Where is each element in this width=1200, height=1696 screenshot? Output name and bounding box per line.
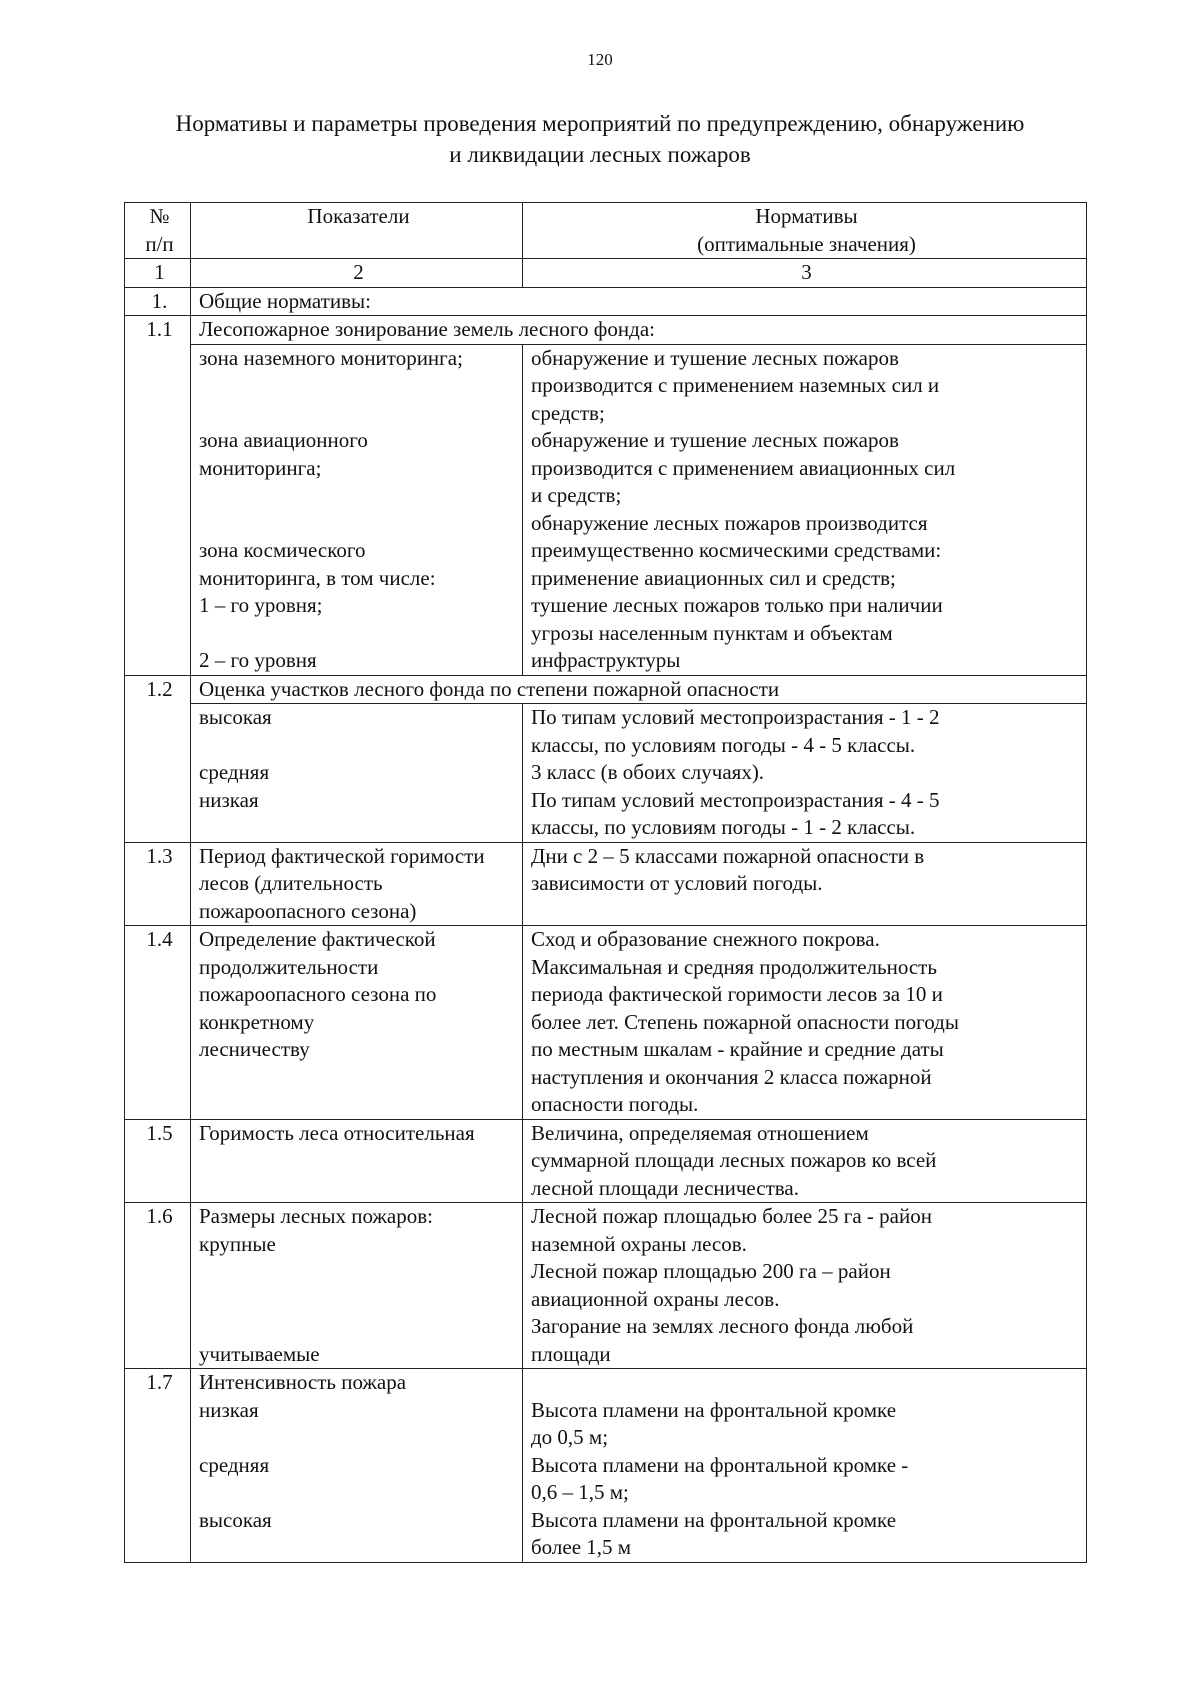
column-number-1: 1 <box>125 259 191 288</box>
column-number-row <box>125 259 1087 288</box>
row-number: 1.3 <box>125 842 191 926</box>
table-row <box>125 1119 1087 1203</box>
norm-cell: обнаружение и тушение лесных пожаров производится с применением наземных сил и средств; обнаружение и тушение лесных пожаров производится с применением авиационных сил и средств; обнаружение лесных пожаров производится преимущественно космическими средствами: применение авиационных сил и средств; тушение лесных пожаров только при наличии угрозы населенным пунктам и объектам инфраструктуры <box>523 344 1087 675</box>
norms-table <box>124 202 1087 1563</box>
table-row <box>125 842 1087 926</box>
table-row <box>125 1369 1087 1563</box>
row-number: 1.6 <box>125 1203 191 1369</box>
section-title: Оценка участков лесного фонда по степени пожарной опасности <box>191 675 1087 704</box>
section-title: Лесопожарное зонирование земель лесного фонда: <box>191 316 1087 345</box>
norm-cell: Дни с 2 – 5 классами пожарной опасности в зависимости от условий погоды. <box>523 842 1087 926</box>
title-line-2: и ликвидации лесных пожаров <box>449 142 751 167</box>
indicator-cell: Горимость леса относительная <box>191 1119 523 1203</box>
indicator-cell: зона наземного мониторинга; зона авиационного мониторинга; зона космического мониторинга, в том числе: 1 – го уровня; 2 – го уровня <box>191 344 523 675</box>
table-row <box>125 1203 1087 1369</box>
indicator-cell: высокая средняя низкая <box>191 704 523 843</box>
norm-cell: Величина, определяемая отношением суммарной площади лесных пожаров ко всей лесной площади лесничества. <box>523 1119 1087 1203</box>
table-row <box>125 344 1087 675</box>
row-number: 1.2 <box>125 675 191 842</box>
row-number: 1.5 <box>125 1119 191 1203</box>
norm-cell: Высота пламени на фронтальной кромке до 0,5 м; Высота пламени на фронтальной кромке - 0,6 – 1,5 м; Высота пламени на фронтальной кромке более 1,5 м <box>523 1369 1087 1563</box>
indicator-cell: Размеры лесных пожаров: крупные учитываемые <box>191 1203 523 1369</box>
indicator-cell: Интенсивность пожара низкая средняя высокая <box>191 1369 523 1563</box>
section-title: Общие нормативы: <box>191 287 1087 316</box>
document-title <box>0 108 1200 170</box>
title-line-1: Нормативы и параметры проведения мероприятий по предупреждению, обнаружению <box>175 111 1025 136</box>
header-indicators: Показатели <box>191 203 523 259</box>
table-row <box>125 316 1087 345</box>
header-number: № п/п <box>125 203 191 259</box>
indicator-cell: Определение фактической продолжительности пожароопасного сезона по конкретному лесничеству <box>191 926 523 1120</box>
norm-cell: Лесной пожар площадью более 25 га - район наземной охраны лесов. Лесной пожар площадью 200 га – район авиационной охраны лесов. Загорание на землях лесного фонда любой площади <box>523 1203 1087 1369</box>
table-row <box>125 675 1087 704</box>
table-row <box>125 287 1087 316</box>
table-row <box>125 926 1087 1120</box>
norm-cell: Сход и образование снежного покрова. Максимальная и средняя продолжительность периода фактической горимости лесов за 10 и более лет. Степень пожарной опасности погоды по местным шкалам - крайние и средние даты наступления и окончания 2 класса пожарной опасности погоды. <box>523 926 1087 1120</box>
column-number-2: 2 <box>191 259 523 288</box>
column-number-3: 3 <box>523 259 1087 288</box>
table-row <box>125 704 1087 843</box>
norm-cell: По типам условий местопроизрастания - 1 - 2 классы, по условиям погоды - 4 - 5 классы. 3 класс (в обоих случаях). По типам условий местопроизрастания - 4 - 5 классы, по условиям погоды - 1 - 2 классы. <box>523 704 1087 843</box>
row-number: 1. <box>125 287 191 316</box>
row-number: 1.7 <box>125 1369 191 1563</box>
row-number: 1.4 <box>125 926 191 1120</box>
header-norms: Нормативы (оптимальные значения) <box>523 203 1087 259</box>
header-row <box>125 203 1087 259</box>
indicator-cell: Период фактической горимости лесов (длительность пожароопасного сезона) <box>191 842 523 926</box>
row-number: 1.1 <box>125 316 191 676</box>
page-number: 120 <box>587 50 613 69</box>
